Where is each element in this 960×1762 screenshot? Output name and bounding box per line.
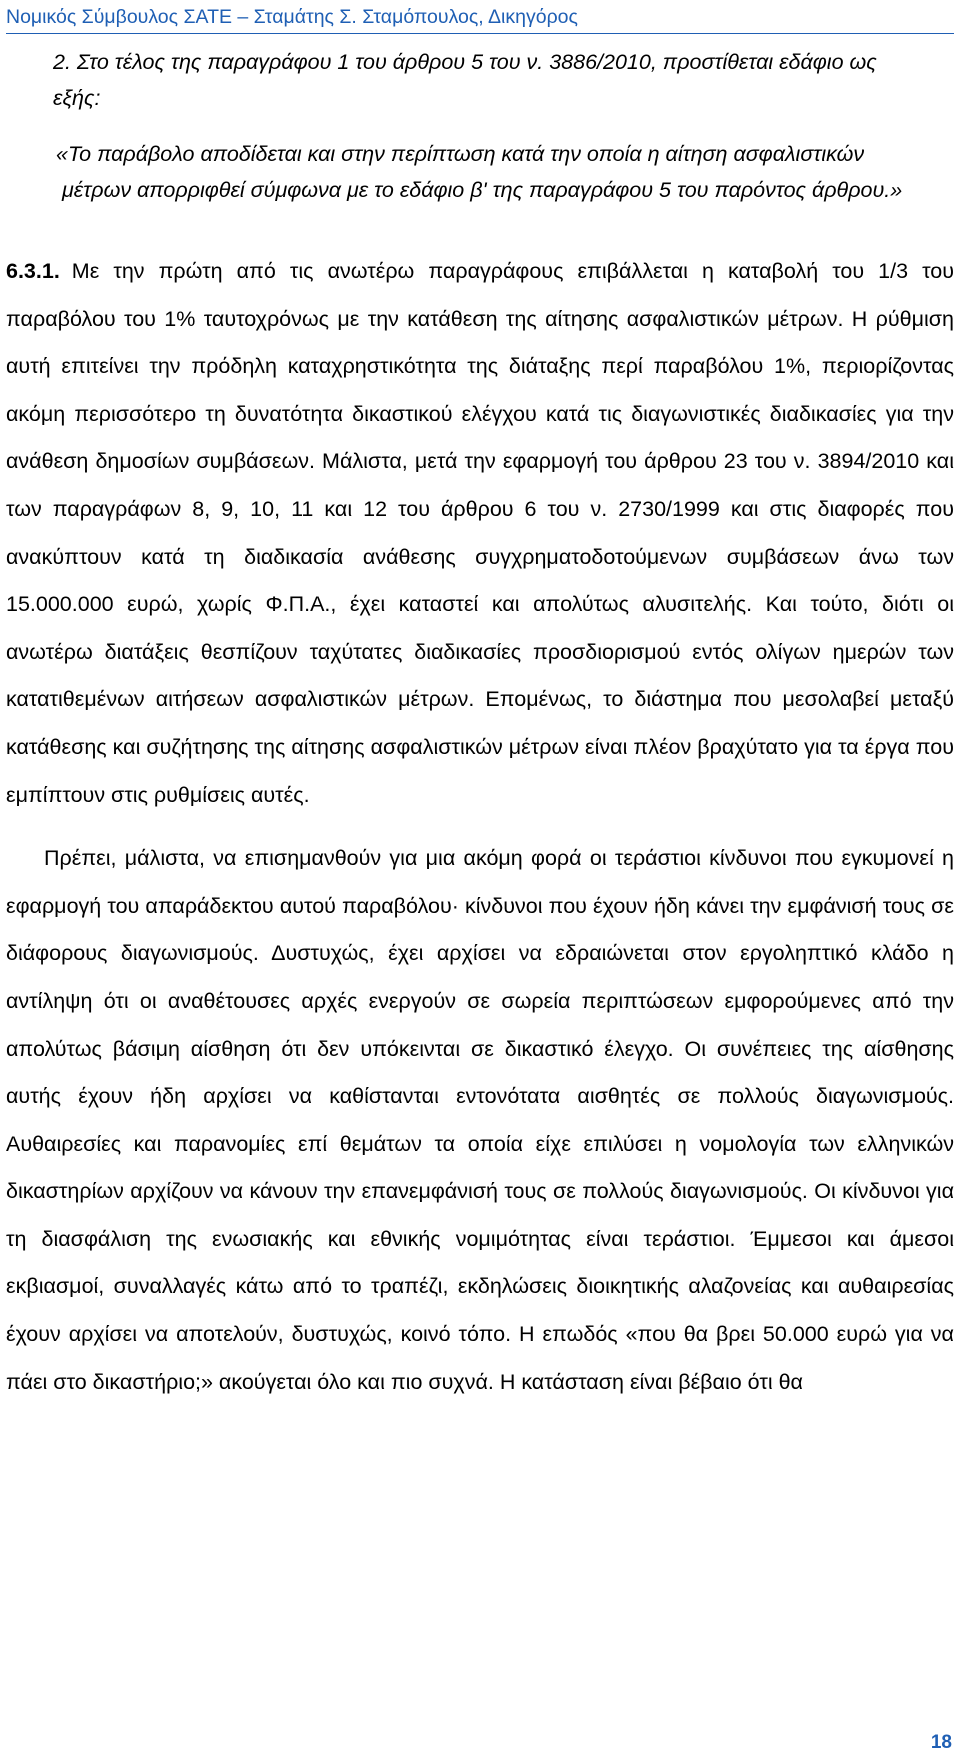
section-paragraph-2: Πρέπει, μάλιστα, να επισημανθούν για μια ακόμη φορά οι τεράστιοι κίνδυνοι που εγκυμονεί η εφαρμογή του απαράδεκτου αυτού παραβόλου· κίνδυνοι που έχουν ήδη κάνει την εμφάνισή τους σε διάφορους διαγωνισμούς. Δυστυχώς, έχει αρχίσει να εδραιώνεται στον εργοληπτικό κλάδο η αντίληψη ότι οι αναθέτουσες αρχές ενεργούν σε σωρεία περιπτώσεων εμφορούμενες από την απολύτως βάσιμη αίσθηση ότι δεν υπόκεινται σε δικαστικό έλεγχο. Οι συνέπειες της αίσθησης αυτής έχουν ήδη αρχίσει να καθίστανται εντονότατα αισθητές σε πολλούς διαγωνισμούς. Αυθαιρεσίες και παρανομίες επί θεμάτων τα οποία είχε επιλύσει η νομολογία των ελληνικών δικαστηρίων αρχίζουν να κάνουν την επανεμφάνισή τους σε πολλούς διαγωνισμούς. Οι κίνδυνοι για τη διασφάλιση της ενωσιακής και εθνικής νομιμότητας είναι τεράστιοι. Έμμεσοι και άμεσοι εκβιασμοί, συναλλαγές κάτω από το τραπέζι, εκδηλώσεις διοικητικής αλαζονείας και αυθαιρεσίας έχουν αρχίσει να αποτελούν, δυστυχώς, κοινό τόπο. Η επωδός «που θα βρει 50.000 ευρώ για να πάει στο δικαστήριο;» ακούγεται όλο και πιο συχνά. Η κατάσταση είναι βέβαιο ότι θα [6, 846, 954, 1394]
amendment-quote-line1: «Το παράβολο αποδίδεται και στην περίπτωση κατά την οποία η αίτηση ασφαλιστικών [56, 142, 865, 166]
amendment-lead-line1: 2. Στο τέλος της παραγράφου 1 του άρθρου 5 του ν. 3886/2010, προστίθεται εδάφιο ως [53, 50, 877, 74]
section-paragraph-1 [6, 248, 954, 819]
header-divider [6, 33, 954, 34]
document-body [6, 44, 954, 1406]
section-number: 6.3.1. [6, 259, 60, 283]
page-number: 18 [930, 1732, 952, 1753]
section-paragraph-1-text: Με την πρώτη από τις ανωτέρω παραγράφους επιβάλλεται η καταβολή του 1/3 του παραβόλου του 1% ταυτοχρόνως με την κατάθεση της αίτησης ασφαλιστικών μέτρων. Η ρύθμιση αυτή επιτείνει την πρόδηλη καταχρηστικότητα της διάταξης περί παραβόλου 1%, περιορίζοντας ακόμη περισσότερο τη δυνατότητα δικαστικού ελέγχου κατά τις διαγωνιστικές διαδικασίες για την ανάθεση δημοσίων συμβάσεων. Μάλιστα, μετά την εφαρμογή του άρθρου 23 του ν. 3894/2010 και των παραγράφων 8, 9, 10, 11 και 12 του άρθρου 6 του ν. 2730/1999 και στις διαφορές που ανακύπτουν κατά τη διαδικασία ανάθεσης συγχρηματοδοτούμενων συμβάσεων άνω των 15.000.000 ευρώ, χωρίς Φ.Π.Α., έχει καταστεί και απολύτως αλυσιτελής. Και τούτο, διότι οι ανωτέρω διατάξεις θεσπίζουν ταχύτατες διαδικασίες προσδιορισμού εντός ολίγων ημερών των κατατιθεμένων αιτήσεων ασφαλιστικών μέτρων. Επομένως, το διάστημα που μεσολαβεί μεταξύ κατάθεσης και συζήτησης της αίτησης ασφαλιστικών μέτρων είναι πλέον βραχύτατο για τα έργα που εμπίπτουν στις ρυθμίσεις αυτές. [6, 259, 954, 807]
amendment-lead-line2: εξής: [53, 86, 101, 110]
running-header: Νομικός Σύμβουλος ΣΑΤΕ – Σταμάτης Σ. Σταμόπουλος, Δικηγόρος [6, 6, 578, 28]
amendment-quote [6, 136, 954, 208]
amendment-quote-line2: μέτρων απορριφθεί σύμφωνα με το εδάφιο β' της παραγράφου 5 του παρόντος άρθρου.» [62, 178, 903, 202]
amendment-lead [6, 44, 954, 116]
